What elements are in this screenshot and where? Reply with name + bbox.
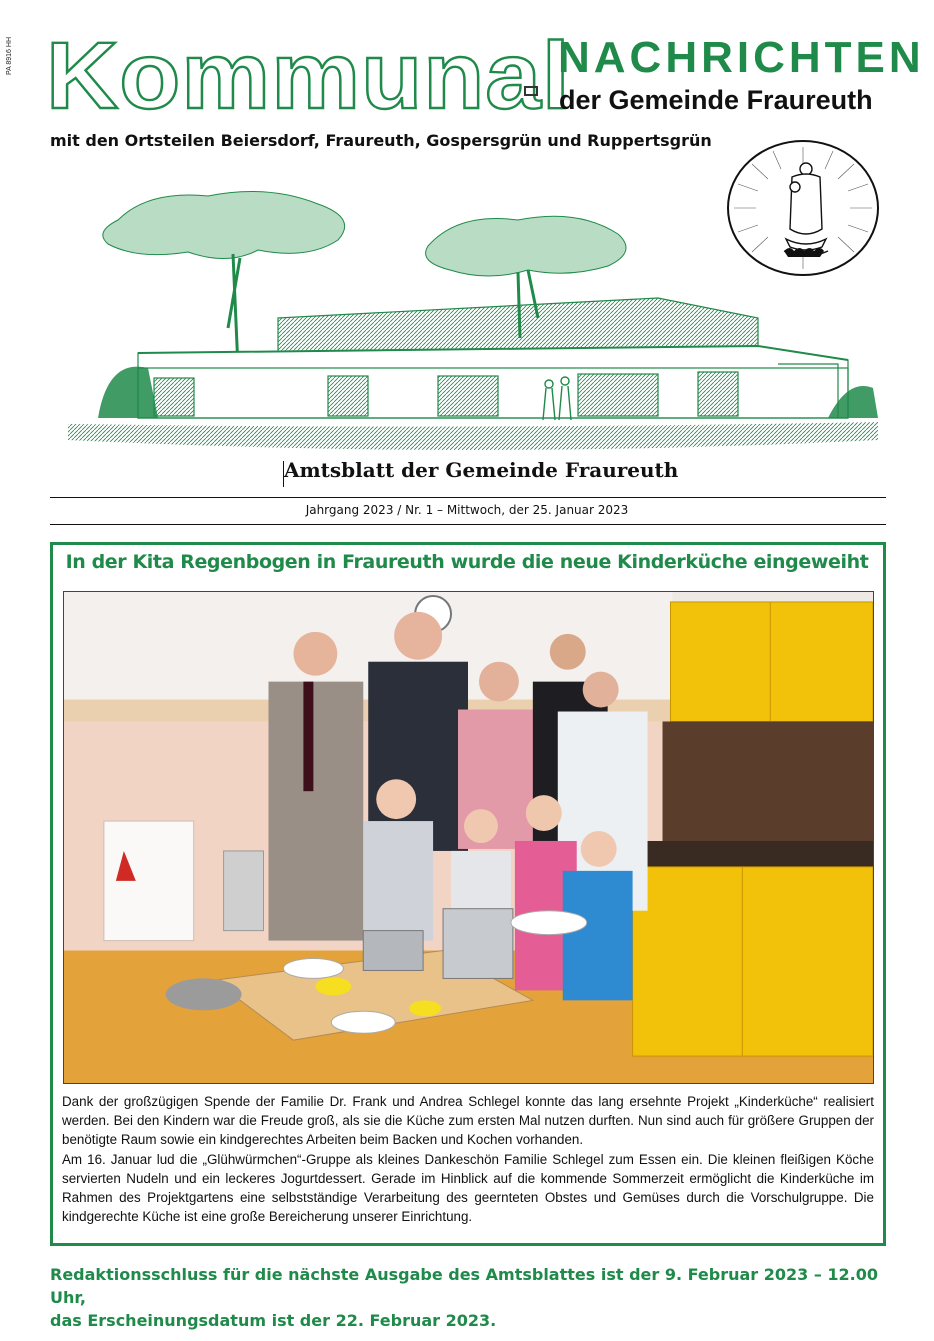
town-hall-illustration: [58, 178, 888, 460]
masthead-kommunal: Kommunal: [46, 22, 571, 129]
upper-cabinets: [671, 602, 873, 722]
bin: [224, 851, 264, 931]
rule-top: [50, 497, 886, 498]
masthead-dash: [524, 86, 538, 96]
article-paragraph: Am 16. Januar lud die „Glühwürmchen“-Gruppe als kleines Dankeschön Familie Schlegel zum Essen ein. Die kleinen fleißigen Köche servierten Nudeln und ein leckeres Jogurtdessert. Gerade im Hinblick auf die kommende Sommerzeit ermöglicht die Kinderküche im Rahmen des Projektgartens eine selbstständige Verarbeitung des geernteten Obstes und Gemüses durch die Vorschulgruppe. Die kindgerechte Küche ist eine große Bereicherung unserer Einrichtung.: [62, 1151, 874, 1225]
rule-bottom: [50, 524, 886, 525]
amtsblatt-title: Amtsblatt der Gemeinde Fraureuth: [284, 458, 679, 482]
tree-right: [426, 216, 626, 276]
deadline-line: das Erscheinungsdatum ist der 22. Februar 2023.: [50, 1311, 497, 1330]
stool: [166, 978, 242, 1010]
side-note: PA 8916 HH: [6, 36, 13, 75]
building: [138, 298, 848, 418]
tree-left: [103, 192, 345, 259]
issue-line: Jahrgang 2023 / Nr. 1 – Mittwoch, der 25. Januar 2023: [305, 503, 629, 517]
masthead-nachrichten: NACHRICHTEN: [558, 33, 925, 82]
article-headline: In der Kita Regenbogen in Fraureuth wurde die neue Kinderküche eingeweiht: [65, 551, 869, 573]
districts-line: mit den Ortsteilen Beiersdorf, Fraureuth, Gospersgrün und Ruppertsgrün: [50, 131, 712, 150]
masthead-subtitle: der Gemeinde Fraureuth: [559, 85, 873, 115]
deadline-line: Redaktionsschluss für die nächste Ausgabe des Amtsblattes ist der 9. Februar 2023 – 12.00 Uhr,: [50, 1265, 879, 1307]
deadline-notice: [50, 1263, 910, 1332]
article-paragraph: Dank der großzügigen Spende der Familie Dr. Frank und Andrea Schlegel konnte das lang ersehnte Projekt „Kinderküche“ realisiert werden. Bei den Kindern war die Freude groß, als sie die Küche zum ersten Mal nutzen durften. Nun sind auch für größere Gruppen der benötigte Raum sowie ein kindgerechtes Arbeiten beim Backen und Kochen vorhanden.: [62, 1094, 874, 1148]
article-body: [62, 1092, 874, 1226]
kitchen-photo: [63, 591, 874, 1084]
backsplash: [663, 721, 873, 850]
lower-cabinets: [633, 867, 873, 1056]
countertop: [623, 841, 873, 867]
